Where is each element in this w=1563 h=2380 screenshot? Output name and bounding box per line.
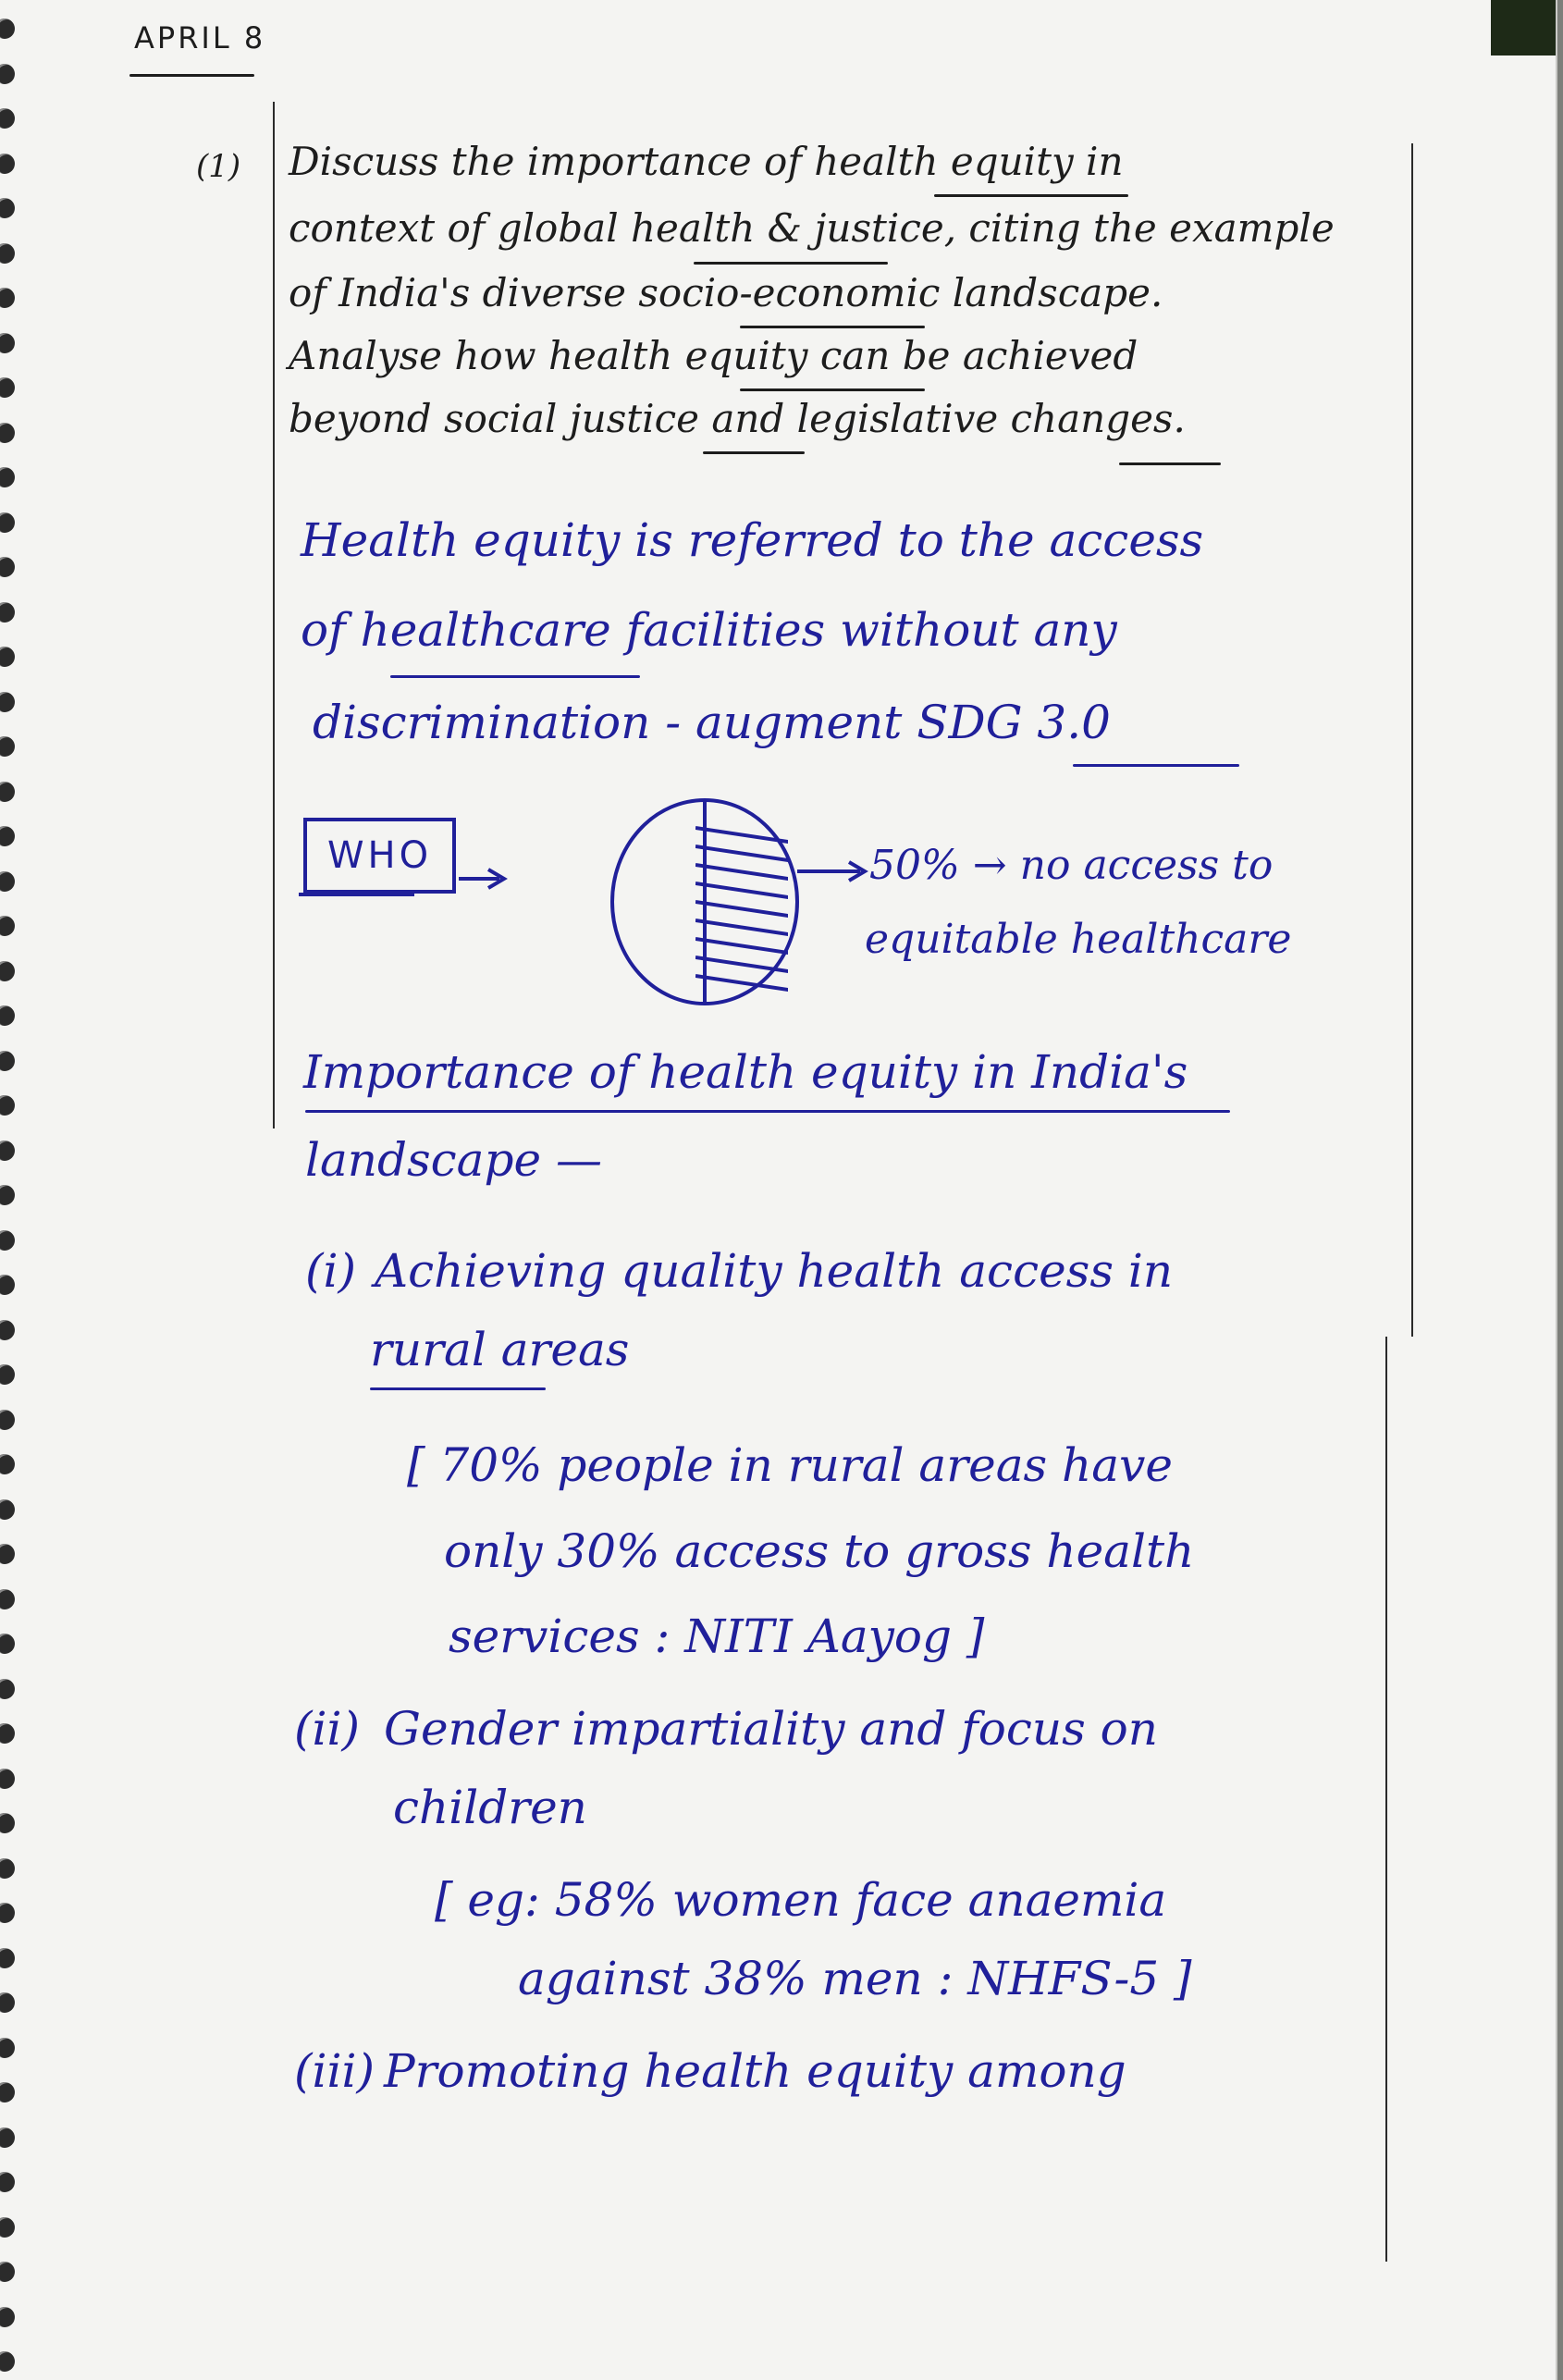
pie-hatch-line xyxy=(695,957,806,974)
point-1-title-line-1: Achieving quality health access in xyxy=(375,1244,1174,1298)
date-label: APRIL 8 xyxy=(134,20,266,55)
definition-line-2: of healthcare facilities without any xyxy=(301,603,1117,657)
spiral-ring xyxy=(0,1769,15,1789)
spiral-ring xyxy=(0,1723,15,1744)
spiral-ring xyxy=(0,1992,15,2013)
spiral-ring xyxy=(0,2038,15,2058)
spiral-ring xyxy=(0,1544,15,1564)
spiral-ring xyxy=(0,1634,15,1654)
spiral-ring xyxy=(0,1185,15,1205)
spiral-ring xyxy=(0,1141,15,1161)
pie-arrow xyxy=(797,862,865,881)
spiral-ring xyxy=(0,1230,15,1251)
question-number: (1) xyxy=(196,148,241,185)
underline-rural-areas xyxy=(370,1387,546,1390)
section-heading-underline xyxy=(305,1110,1230,1113)
spiral-ring xyxy=(0,1454,15,1474)
spiral-ring xyxy=(0,1275,15,1295)
spiral-ring xyxy=(0,1903,15,1923)
spiral-ring xyxy=(0,1589,15,1609)
pie-hatch-line xyxy=(695,902,806,919)
question-line-2: context of global health & justice, citing the example xyxy=(289,205,1335,251)
spiral-ring xyxy=(0,1499,15,1520)
pie-hatched-slice xyxy=(695,828,806,993)
pie-stat-label: 50% → no access to xyxy=(869,842,1274,889)
spiral-ring xyxy=(0,1948,15,1968)
spiral-ring xyxy=(0,2082,15,2103)
right-margin-line-lower xyxy=(1385,1337,1387,2262)
pie-stat-label-2: equitable healthcare xyxy=(865,916,1292,963)
point-1-marker: (i) xyxy=(305,1244,357,1298)
pie-hatch-line xyxy=(695,920,806,937)
pie-hatch-line xyxy=(695,828,806,845)
question-line-5: beyond social justice and legislative changes. xyxy=(289,396,1186,441)
question-line-4: Analyse how health equity can be achieved xyxy=(289,333,1138,378)
section-heading-line-2: landscape — xyxy=(305,1133,602,1187)
question-line-3: of India's diverse socio-economic landscape. xyxy=(289,270,1163,315)
point-1-detail-line-2: only 30% access to gross health xyxy=(444,1524,1195,1578)
spiral-ring xyxy=(0,2172,15,2192)
spiral-ring xyxy=(0,1679,15,1699)
spiral-ring xyxy=(0,2217,15,2238)
who-arrow xyxy=(459,869,504,888)
section-heading-line-1: Importance of health equity in India's xyxy=(303,1045,1188,1099)
spiral-ring xyxy=(0,2127,15,2148)
point-3-title-line-1: Promoting health equity among xyxy=(384,2044,1126,2098)
who-box: WHO xyxy=(303,818,456,894)
spiral-ring xyxy=(0,2307,15,2327)
spiral-ring xyxy=(0,1320,15,1340)
point-2-title-line-2: children xyxy=(393,1781,587,1834)
point-1-title-line-2: rural areas xyxy=(370,1323,630,1376)
point-1-detail-line-3: services : NITI Aayog ] xyxy=(449,1609,985,1663)
spiral-ring xyxy=(0,1364,15,1385)
spiral-ring xyxy=(0,1813,15,1833)
definition-line-1: Health equity is referred to the access xyxy=(301,513,1204,567)
point-2-detail-line-2: against 38% men : NHFS-5 ] xyxy=(518,1952,1192,2005)
point-2-marker: (ii) xyxy=(294,1702,360,1756)
pie-hatch-line xyxy=(695,883,806,900)
spiral-ring xyxy=(0,1410,15,1430)
point-2-title-line-1: Gender impartiality and focus on xyxy=(384,1702,1158,1756)
spiral-ring xyxy=(0,1858,15,1879)
who-pie-diagram xyxy=(0,0,1563,1110)
definition-line-3: discrimination - augment SDG 3.0 xyxy=(313,696,1111,749)
question-line-1: Discuss the importance of health equity in xyxy=(289,139,1124,184)
point-1-detail-line-1: [ 70% people in rural areas have xyxy=(407,1438,1173,1492)
spiral-ring xyxy=(0,2262,15,2282)
spiral-ring xyxy=(0,2351,15,2372)
point-2-detail-line-1: [ eg: 58% women face anaemia xyxy=(435,1873,1167,1927)
point-3-marker: (iii) xyxy=(294,2044,375,2098)
